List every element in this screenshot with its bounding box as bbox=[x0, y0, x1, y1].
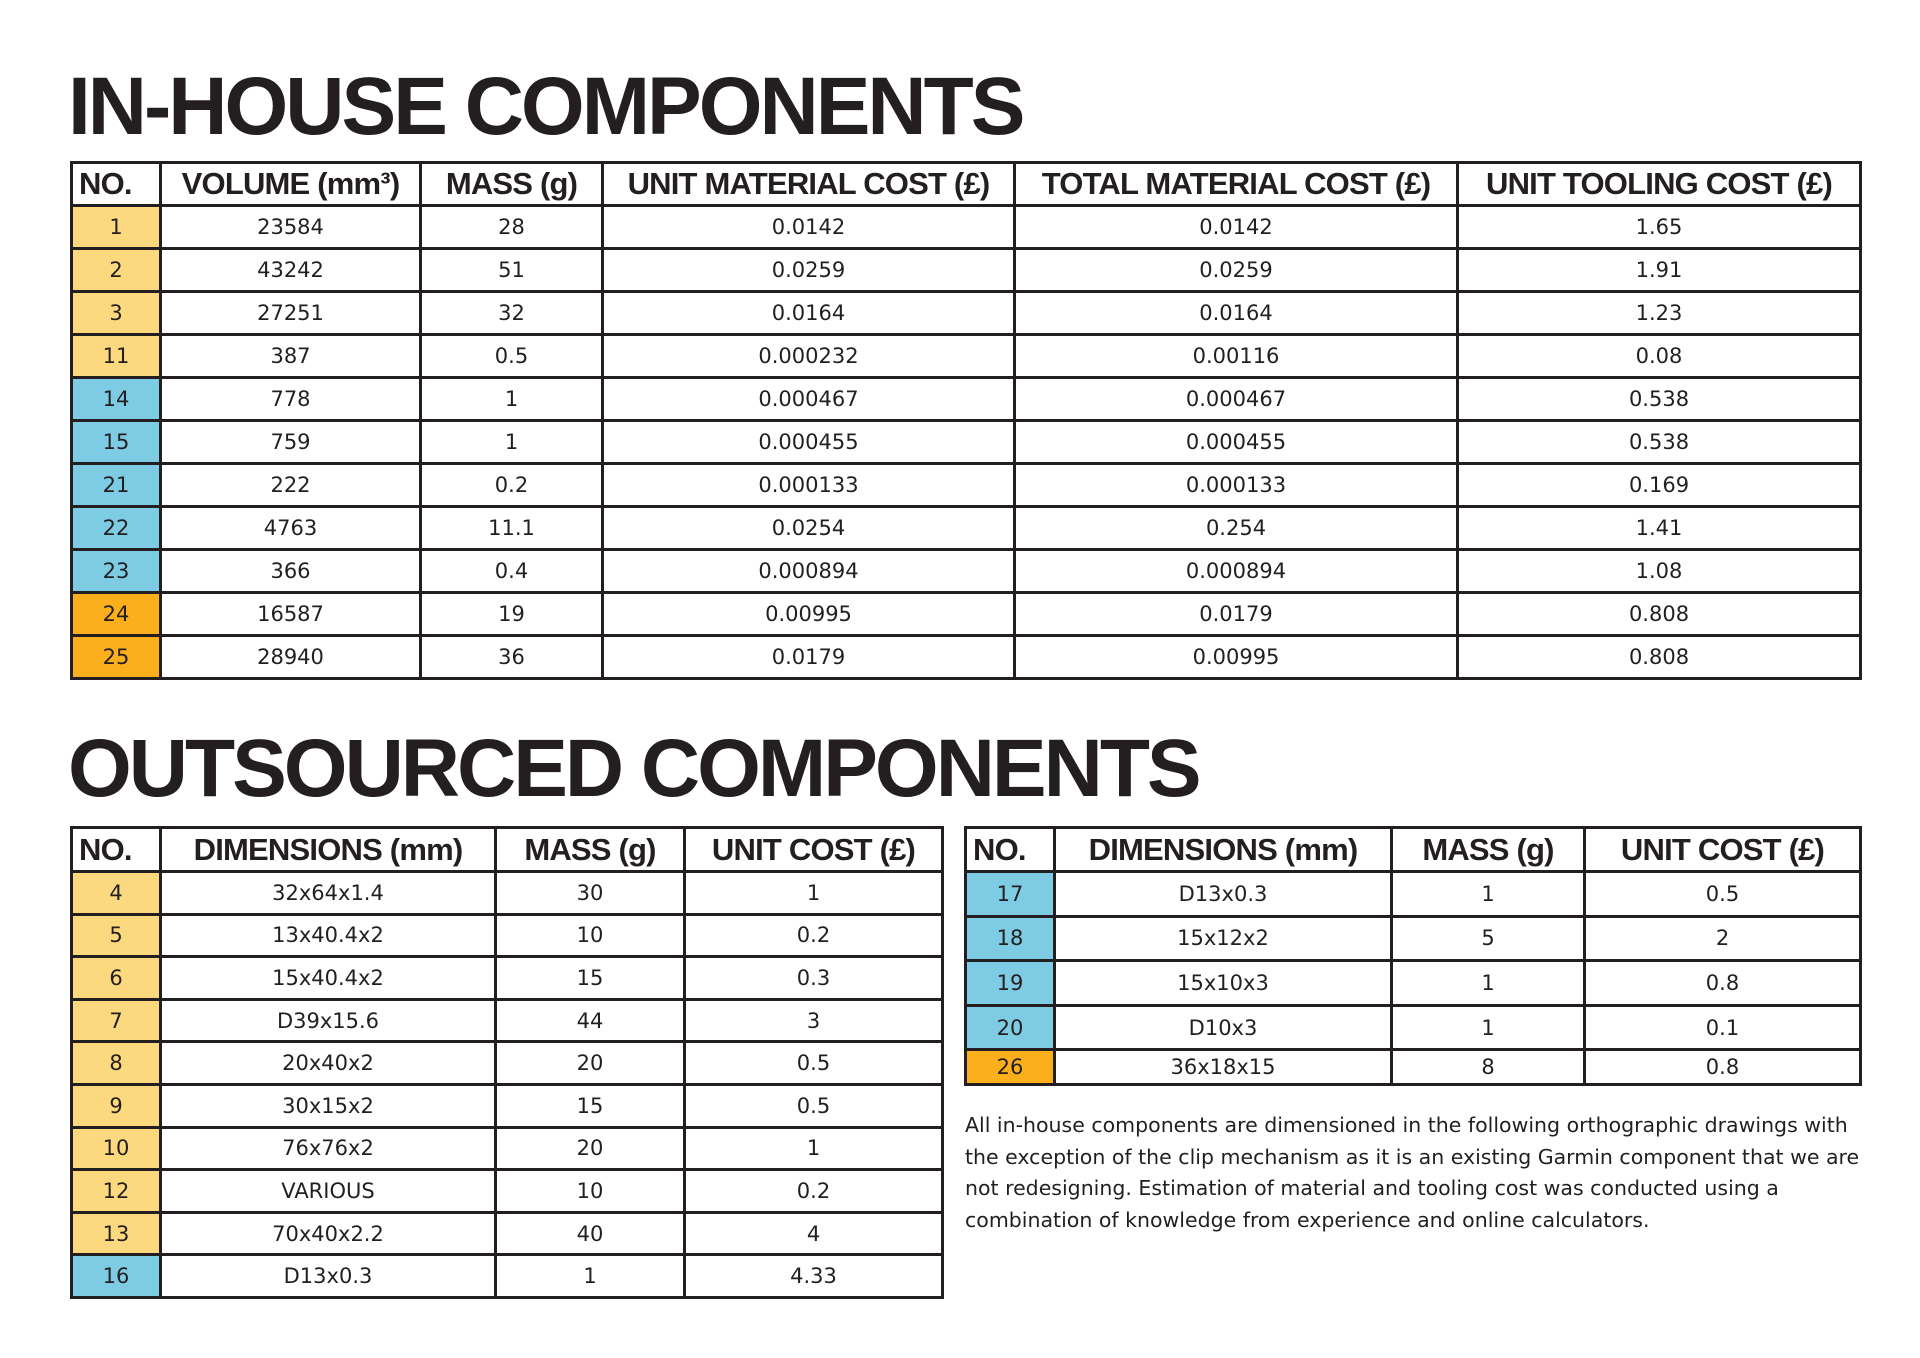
table-cell: 0.00995 bbox=[1015, 636, 1458, 679]
table-row bbox=[72, 872, 943, 915]
table-cell: 15x10x3 bbox=[1055, 961, 1392, 1006]
table-row bbox=[966, 1005, 1861, 1050]
table-cell: 0.000232 bbox=[603, 335, 1015, 378]
table-cell: 0.0179 bbox=[603, 636, 1015, 679]
table-cell: 30 bbox=[496, 872, 685, 915]
table-row bbox=[72, 1084, 943, 1127]
table-cell: 0.0259 bbox=[603, 249, 1015, 292]
row-number-cell: 17 bbox=[966, 872, 1055, 917]
table-cell: 1.65 bbox=[1458, 206, 1861, 249]
table-cell: 5 bbox=[1392, 916, 1585, 961]
table-cell: D13x0.3 bbox=[161, 1255, 496, 1298]
table-cell: 0.000894 bbox=[603, 550, 1015, 593]
table-row bbox=[966, 872, 1861, 917]
table-cell: 0.0259 bbox=[1015, 249, 1458, 292]
table-cell: 0.5 bbox=[421, 335, 603, 378]
table-row bbox=[72, 421, 1861, 464]
table-row bbox=[72, 999, 943, 1042]
row-number-cell: 19 bbox=[966, 961, 1055, 1006]
table-cell: 0.1 bbox=[1585, 1005, 1861, 1050]
table-cell: 778 bbox=[161, 378, 421, 421]
table-cell: 0.8 bbox=[1585, 1050, 1861, 1085]
table-row bbox=[72, 507, 1861, 550]
table-cell: 36x18x15 bbox=[1055, 1050, 1392, 1085]
table-cell: D13x0.3 bbox=[1055, 872, 1392, 917]
table-cell: 19 bbox=[421, 593, 603, 636]
table-cell: 0.0164 bbox=[603, 292, 1015, 335]
table-cell: 40 bbox=[496, 1212, 685, 1255]
row-number-cell: 23 bbox=[72, 550, 161, 593]
table-cell: 15 bbox=[496, 1084, 685, 1127]
table-cell: 1.08 bbox=[1458, 550, 1861, 593]
table-cell: VARIOUS bbox=[161, 1170, 496, 1213]
table-cell: 16587 bbox=[161, 593, 421, 636]
table-cell: 20x40x2 bbox=[161, 1042, 496, 1085]
table-cell: 10 bbox=[496, 914, 685, 957]
table-row bbox=[72, 464, 1861, 507]
row-number-cell: 14 bbox=[72, 378, 161, 421]
table-cell: 32 bbox=[421, 292, 603, 335]
column-header-no: NO. bbox=[72, 828, 161, 872]
column-header-dimensions: DIMENSIONS (mm) bbox=[1055, 828, 1392, 872]
table-cell: 0.3 bbox=[685, 957, 943, 1000]
row-number-cell: 3 bbox=[72, 292, 161, 335]
table-cell: 222 bbox=[161, 464, 421, 507]
table-cell: 2 bbox=[1585, 916, 1861, 961]
table-cell: 1 bbox=[1392, 1005, 1585, 1050]
table-row bbox=[72, 1127, 943, 1170]
column-header-mass: MASS (g) bbox=[496, 828, 685, 872]
table-header-row bbox=[72, 163, 1861, 206]
table-cell: 36 bbox=[421, 636, 603, 679]
table-cell: 32x64x1.4 bbox=[161, 872, 496, 915]
table-row bbox=[966, 916, 1861, 961]
column-header-unit-tooling-cost: UNIT TOOLING COST (£) bbox=[1458, 163, 1861, 206]
table-cell: 0.0164 bbox=[1015, 292, 1458, 335]
table-cell: 0.2 bbox=[685, 914, 943, 957]
row-number-cell: 21 bbox=[72, 464, 161, 507]
row-number-cell: 5 bbox=[72, 914, 161, 957]
row-number-cell: 18 bbox=[966, 916, 1055, 961]
column-header-mass: MASS (g) bbox=[1392, 828, 1585, 872]
table-cell: 0.169 bbox=[1458, 464, 1861, 507]
table-row bbox=[72, 1212, 943, 1255]
table-cell: 0.00116 bbox=[1015, 335, 1458, 378]
row-number-cell: 13 bbox=[72, 1212, 161, 1255]
table-row bbox=[72, 378, 1861, 421]
table-cell: 1 bbox=[1392, 961, 1585, 1006]
table-row bbox=[72, 1255, 943, 1298]
table-cell: 387 bbox=[161, 335, 421, 378]
row-number-cell: 15 bbox=[72, 421, 161, 464]
table-cell: 0.00995 bbox=[603, 593, 1015, 636]
table-cell: 1 bbox=[685, 872, 943, 915]
column-header-mass: MASS (g) bbox=[421, 163, 603, 206]
row-number-cell: 7 bbox=[72, 999, 161, 1042]
row-number-cell: 11 bbox=[72, 335, 161, 378]
table-cell: 4 bbox=[685, 1212, 943, 1255]
table-cell: 13x40.4x2 bbox=[161, 914, 496, 957]
table-cell: 8 bbox=[1392, 1050, 1585, 1085]
table-row bbox=[72, 1170, 943, 1213]
column-header-no: NO. bbox=[72, 163, 161, 206]
row-number-cell: 12 bbox=[72, 1170, 161, 1213]
row-number-cell: 22 bbox=[72, 507, 161, 550]
table-cell: 1.23 bbox=[1458, 292, 1861, 335]
column-header-unit-cost: UNIT COST (£) bbox=[1585, 828, 1861, 872]
column-header-no: NO. bbox=[966, 828, 1055, 872]
table-cell: 15x12x2 bbox=[1055, 916, 1392, 961]
table-cell: 15 bbox=[496, 957, 685, 1000]
table-cell: 0.000455 bbox=[1015, 421, 1458, 464]
column-header-volume: VOLUME (mm³) bbox=[161, 163, 421, 206]
table-row bbox=[72, 206, 1861, 249]
table-cell: 0.000133 bbox=[603, 464, 1015, 507]
table-cell: 0.000467 bbox=[1015, 378, 1458, 421]
table-cell: 3 bbox=[685, 999, 943, 1042]
column-header-total-material-cost: TOTAL MATERIAL COST (£) bbox=[1015, 163, 1458, 206]
table-cell: 1 bbox=[1392, 872, 1585, 917]
column-header-unit-material-cost: UNIT MATERIAL COST (£) bbox=[603, 163, 1015, 206]
table-cell: 0.538 bbox=[1458, 378, 1861, 421]
table-cell: 0.5 bbox=[685, 1042, 943, 1085]
table-cell: 0.000894 bbox=[1015, 550, 1458, 593]
table-cell: 0.4 bbox=[421, 550, 603, 593]
table-cell: 30x15x2 bbox=[161, 1084, 496, 1127]
row-number-cell: 2 bbox=[72, 249, 161, 292]
table-cell: 44 bbox=[496, 999, 685, 1042]
table-cell: 0.254 bbox=[1015, 507, 1458, 550]
table-cell: 366 bbox=[161, 550, 421, 593]
table-cell: 20 bbox=[496, 1127, 685, 1170]
column-header-dimensions: DIMENSIONS (mm) bbox=[161, 828, 496, 872]
table-row bbox=[72, 957, 943, 1000]
row-number-cell: 10 bbox=[72, 1127, 161, 1170]
table-cell: 0.8 bbox=[1585, 961, 1861, 1006]
outsourced-left-table-body bbox=[72, 872, 943, 1298]
table-cell: 0.5 bbox=[685, 1084, 943, 1127]
row-number-cell: 25 bbox=[72, 636, 161, 679]
table-row bbox=[966, 961, 1861, 1006]
table-cell: 11.1 bbox=[421, 507, 603, 550]
column-header-unit-cost: UNIT COST (£) bbox=[685, 828, 943, 872]
table-cell: D10x3 bbox=[1055, 1005, 1392, 1050]
in-house-table-body bbox=[72, 206, 1861, 679]
table-row bbox=[72, 1042, 943, 1085]
table-cell: 0.0179 bbox=[1015, 593, 1458, 636]
table-row bbox=[72, 550, 1861, 593]
table-cell: 0.000467 bbox=[603, 378, 1015, 421]
row-number-cell: 20 bbox=[966, 1005, 1055, 1050]
table-cell: 0.2 bbox=[421, 464, 603, 507]
table-cell: 28940 bbox=[161, 636, 421, 679]
row-number-cell: 4 bbox=[72, 872, 161, 915]
table-cell: 76x76x2 bbox=[161, 1127, 496, 1170]
table-cell: 0.0142 bbox=[1015, 206, 1458, 249]
row-number-cell: 24 bbox=[72, 593, 161, 636]
table-row bbox=[72, 335, 1861, 378]
row-number-cell: 16 bbox=[72, 1255, 161, 1298]
row-number-cell: 8 bbox=[72, 1042, 161, 1085]
table-row bbox=[72, 249, 1861, 292]
outsourced-components-table-right bbox=[964, 826, 1862, 1086]
table-cell: 0.538 bbox=[1458, 421, 1861, 464]
table-cell: 0.000455 bbox=[603, 421, 1015, 464]
table-cell: 27251 bbox=[161, 292, 421, 335]
table-cell: 0.5 bbox=[1585, 872, 1861, 917]
table-cell: 1 bbox=[421, 378, 603, 421]
outsourced-components-title: OUTSOURCED COMPONENTS bbox=[68, 723, 1199, 814]
in-house-components-title: IN-HOUSE COMPONENTS bbox=[68, 61, 1023, 152]
table-cell: 4763 bbox=[161, 507, 421, 550]
note-paragraph: All in-house components are dimensioned in the following orthographic drawings with the exception of the clip mechanism as it is an existing Garmin component that we are not redesigning. Estimation of material and tooling cost was conducted using a combination of knowledge from experience and online calculators. bbox=[965, 1113, 1860, 1232]
table-cell: 10 bbox=[496, 1170, 685, 1213]
table-row bbox=[72, 593, 1861, 636]
table-header-row bbox=[966, 828, 1861, 872]
table-cell: 15x40.4x2 bbox=[161, 957, 496, 1000]
table-cell: 43242 bbox=[161, 249, 421, 292]
row-number-cell: 9 bbox=[72, 1084, 161, 1127]
table-cell: 20 bbox=[496, 1042, 685, 1085]
table-cell: 0.000133 bbox=[1015, 464, 1458, 507]
table-cell: 1 bbox=[496, 1255, 685, 1298]
table-cell: 0.0254 bbox=[603, 507, 1015, 550]
table-cell: 759 bbox=[161, 421, 421, 464]
table-row bbox=[72, 914, 943, 957]
table-cell: 1 bbox=[421, 421, 603, 464]
table-cell: 1.41 bbox=[1458, 507, 1861, 550]
table-cell: 0.808 bbox=[1458, 593, 1861, 636]
table-row bbox=[72, 292, 1861, 335]
row-number-cell: 1 bbox=[72, 206, 161, 249]
table-cell: D39x15.6 bbox=[161, 999, 496, 1042]
row-number-cell: 6 bbox=[72, 957, 161, 1000]
table-cell: 51 bbox=[421, 249, 603, 292]
table-header-row bbox=[72, 828, 943, 872]
outsourced-components-table-left bbox=[70, 826, 944, 1299]
table-cell: 0.808 bbox=[1458, 636, 1861, 679]
table-cell: 0.2 bbox=[685, 1170, 943, 1213]
table-cell: 4.33 bbox=[685, 1255, 943, 1298]
table-cell: 23584 bbox=[161, 206, 421, 249]
table-cell: 28 bbox=[421, 206, 603, 249]
row-number-cell: 26 bbox=[966, 1050, 1055, 1085]
in-house-components-table bbox=[70, 161, 1862, 680]
table-cell: 70x40x2.2 bbox=[161, 1212, 496, 1255]
table-row bbox=[966, 1050, 1861, 1085]
table-cell: 0.0142 bbox=[603, 206, 1015, 249]
table-cell: 0.08 bbox=[1458, 335, 1861, 378]
outsourced-right-table-body bbox=[966, 872, 1861, 1085]
table-row bbox=[72, 636, 1861, 679]
table-cell: 1 bbox=[685, 1127, 943, 1170]
table-cell: 1.91 bbox=[1458, 249, 1861, 292]
